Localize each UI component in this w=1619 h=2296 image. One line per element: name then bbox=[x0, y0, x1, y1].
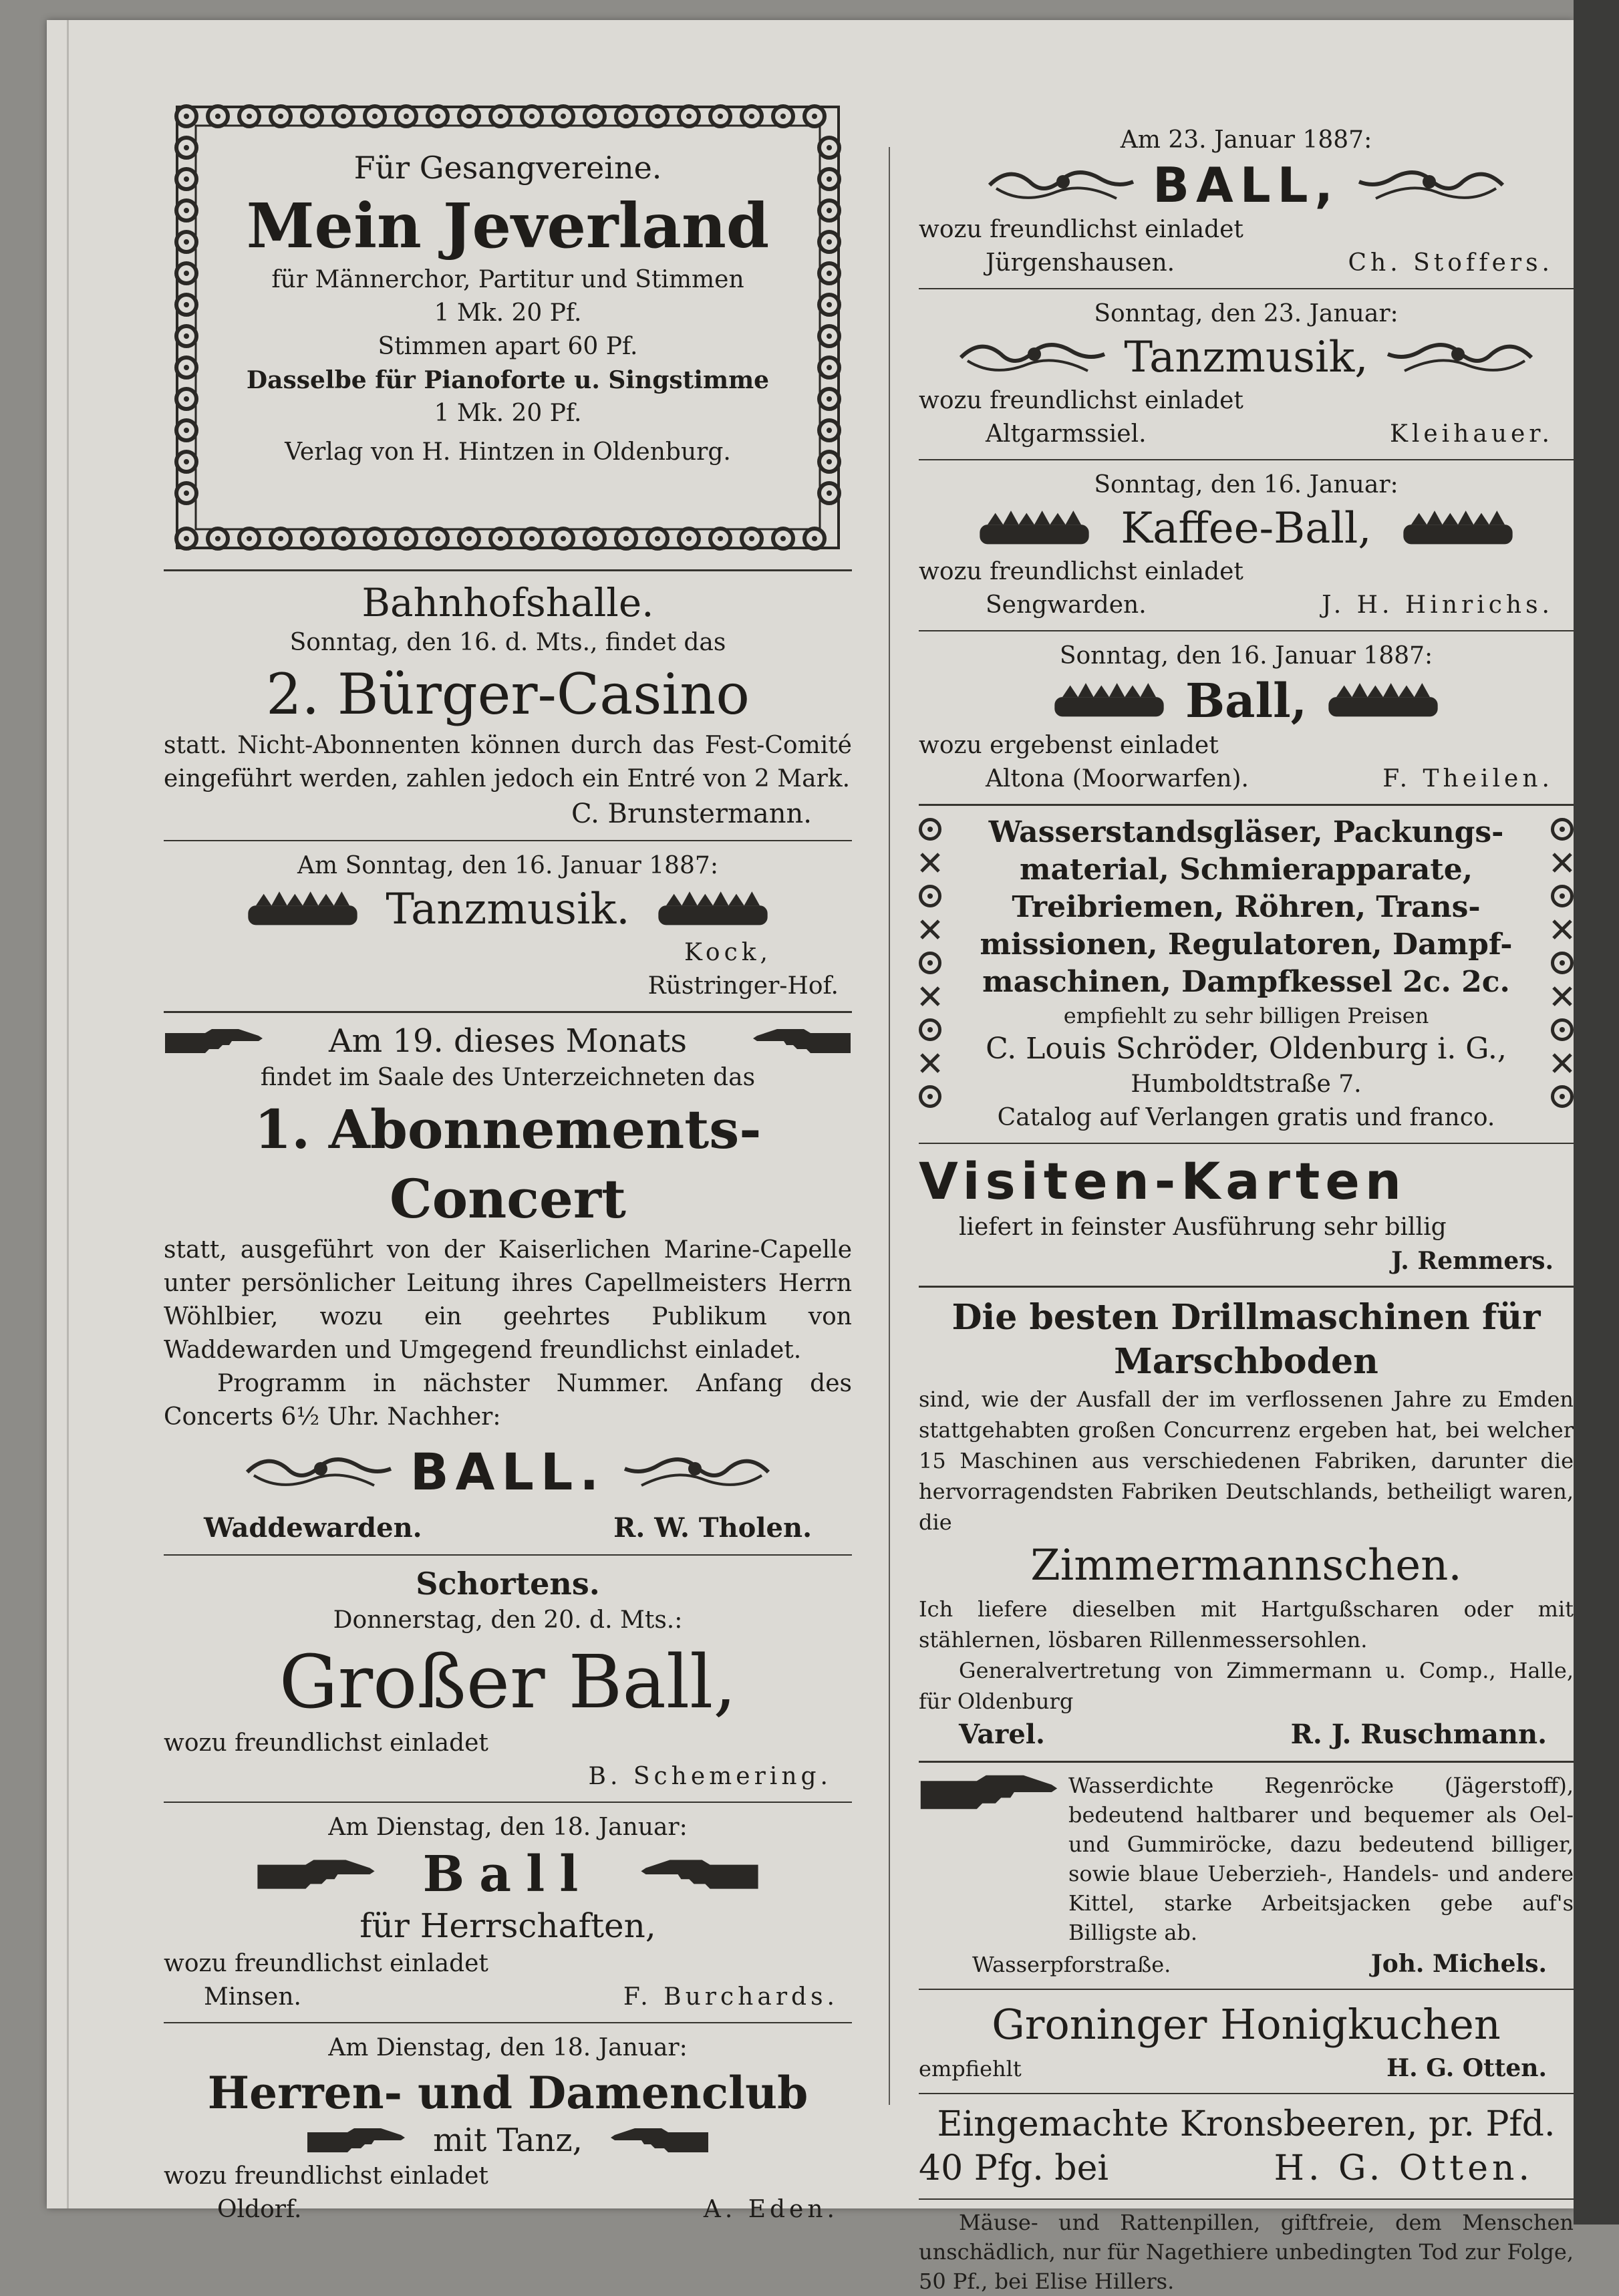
drill-text-2: Ich liefere dieselben mit Hartgußscharen oder mit stählernen, lösbaren Rillenmessersohlen. bbox=[919, 1596, 1574, 1653]
schroeder-line-9: Catalog auf Verlangen gratis und franco. bbox=[997, 1104, 1495, 1131]
herrschaften-sign: F. Burchards. bbox=[623, 1983, 839, 2011]
ring-dot bbox=[718, 536, 723, 541]
ball1-event: BALL, bbox=[1153, 157, 1340, 213]
ring-dot bbox=[592, 114, 597, 119]
tanz2-sign: Kleihauer. bbox=[1389, 420, 1554, 448]
ring-dot bbox=[341, 536, 346, 541]
damenclub-sub: mit Tanz, bbox=[433, 2122, 583, 2159]
scroll-ornament-icon bbox=[241, 1449, 394, 1495]
kaffee-sign: J. H. Hinrichs. bbox=[1322, 591, 1554, 619]
ring-dot bbox=[749, 536, 754, 541]
ring-dot bbox=[827, 145, 832, 150]
ad-abonnements-concert bbox=[164, 1021, 852, 1546]
divider bbox=[164, 569, 852, 571]
ad-tanzmusik-kock bbox=[164, 849, 852, 1003]
divider bbox=[919, 2093, 1574, 2094]
ring-dot bbox=[184, 271, 189, 276]
drill-name: Zimmermannschen. bbox=[1030, 1541, 1462, 1590]
ring-ornament-icon bbox=[1551, 1085, 1574, 1108]
casino-date: Sonntag, den 16. d. Mts., findet das bbox=[289, 629, 726, 656]
ring-dot bbox=[184, 145, 189, 150]
scroll-ornament-icon bbox=[1356, 162, 1509, 208]
herrschaften-date: Am Dienstag, den 18. Januar: bbox=[328, 1814, 688, 1841]
divider bbox=[919, 1286, 1574, 1288]
krons-sign: H. G. Otten. bbox=[1274, 2148, 1533, 2188]
tanz1-name: Kock, bbox=[684, 939, 772, 966]
ad-ball-altona bbox=[919, 639, 1574, 796]
kaffee-invite: wozu freundlichst einladet bbox=[919, 558, 1243, 585]
ad-tanzmusik-altgarmssiel bbox=[919, 297, 1574, 451]
schroeder-line-3: Treibriemen, Röhren, Trans- bbox=[1012, 890, 1481, 924]
drill-text: sind, wie der Ausfall der im verflossenen Jahre zu Emden stattgehabten großen Concurrenz ergeben hat, bei welcher 15 Maschinen aus verschiedenen Fabriken, darunter die hervorragendsten Fabriken Deutschlands, betheiligt waren, die bbox=[919, 1387, 1574, 1535]
jeverland-line-3: Stimmen apart 60 Pf. bbox=[378, 333, 638, 360]
ring-dot bbox=[749, 114, 754, 119]
schortens-event: Großer Ball, bbox=[279, 1639, 737, 1725]
jeverland-line-2: 1 Mk. 20 Pf. bbox=[434, 299, 582, 327]
ring-dot bbox=[466, 114, 472, 119]
damenclub-date: Am Dienstag, den 18. Januar: bbox=[328, 2034, 688, 2061]
right-column bbox=[919, 124, 1574, 2296]
cake-ornament-icon bbox=[1388, 505, 1528, 552]
drill-place: Varel. bbox=[959, 1719, 1045, 1750]
casino-text: statt. Nicht-Abonnenten können durch das Fest-Comité eingeführt werden, zahlen jedoch ein Entré von 2 Mark. bbox=[164, 732, 852, 793]
ring-dot bbox=[435, 114, 440, 119]
casino-sign: C. Brunstermann. bbox=[571, 799, 812, 829]
honig-line-1: empfiehlt bbox=[919, 2056, 1022, 2082]
kaffee-place: Sengwarden. bbox=[986, 591, 1147, 619]
ring-dot bbox=[827, 459, 832, 464]
jeverland-line-5: 1 Mk. 20 Pf. bbox=[434, 400, 582, 427]
ad-kronsbeeren bbox=[919, 2102, 1574, 2190]
concert-sub: findet im Saale des Unterzeichneten das bbox=[260, 1064, 756, 1091]
pointing-hand-right-icon bbox=[256, 1858, 376, 1891]
ad-visiten-karten bbox=[919, 1152, 1574, 1278]
ring-dot bbox=[215, 114, 220, 119]
honig-sign: H. G. Otten. bbox=[1386, 2054, 1547, 2082]
pointing-hand-left-icon bbox=[752, 1028, 852, 1054]
ad-mein-jeverland bbox=[164, 94, 852, 561]
divider bbox=[164, 1554, 852, 1556]
binding-margin-line bbox=[67, 20, 69, 2208]
crown-ornament-icon bbox=[236, 886, 370, 933]
ball2-invite: wozu ergebenst einladet bbox=[919, 732, 1219, 759]
ring-dot bbox=[184, 396, 189, 402]
ring-dot bbox=[827, 396, 832, 402]
divider bbox=[919, 804, 1574, 806]
ad-drillmaschinen bbox=[919, 1296, 1574, 1753]
concert-sign: R. W. Tholen. bbox=[613, 1512, 812, 1544]
ring-dot bbox=[184, 428, 189, 433]
ring-dot bbox=[498, 536, 503, 541]
jeverland-publisher: Verlag von H. Hintzen in Oldenburg. bbox=[285, 438, 731, 466]
ring-ornament-icon bbox=[1551, 952, 1574, 974]
ad-ball-juergenshausen bbox=[919, 124, 1574, 280]
schroeder-line-7: C. Louis Schröder, Oldenburg i. G., bbox=[986, 1032, 1507, 1066]
schortens-date: Donnerstag, den 20. d. Mts.: bbox=[333, 1606, 683, 1634]
herrschaften-sub: für Herrschaften, bbox=[359, 1906, 656, 1945]
damenclub-sign: A. Eden. bbox=[703, 2196, 839, 2223]
tanz2-invite: wozu freundlichst einladet bbox=[919, 387, 1243, 414]
karten-line-1: liefert in feinster Ausführung sehr billig bbox=[959, 1213, 1447, 1241]
damenclub-event: Herren- und Damenclub bbox=[207, 2067, 808, 2119]
pointing-hand-left-icon bbox=[639, 1858, 760, 1891]
divider bbox=[919, 1143, 1574, 1144]
ring-ornament-icon bbox=[919, 885, 941, 907]
left-column bbox=[164, 94, 852, 2227]
pointing-hand-right-icon bbox=[164, 1028, 264, 1054]
ring-dot bbox=[372, 114, 378, 119]
divider bbox=[919, 288, 1574, 289]
ring-dot bbox=[215, 536, 220, 541]
ring-dot bbox=[184, 176, 189, 182]
cross-ornament-icon bbox=[1551, 1052, 1574, 1074]
ring-dot bbox=[827, 239, 832, 245]
ring-ornament-icon bbox=[919, 1018, 941, 1041]
ring-dot bbox=[372, 536, 378, 541]
ring-dot bbox=[623, 114, 629, 119]
ring-border-left bbox=[919, 814, 941, 1135]
kaffee-date: Sonntag, den 16. Januar: bbox=[1094, 471, 1399, 498]
ring-dot bbox=[184, 490, 189, 496]
ring-dot bbox=[655, 114, 660, 119]
ring-dot bbox=[184, 459, 189, 464]
schroeder-line-8: Humboldtstraße 7. bbox=[1131, 1070, 1362, 1098]
tanz1-date: Am Sonntag, den 16. Januar 1887: bbox=[297, 852, 718, 879]
ring-dot bbox=[561, 114, 566, 119]
schortens-sign: B. Schemering. bbox=[588, 1763, 832, 1790]
kaffee-event: Kaffee-Ball, bbox=[1121, 504, 1372, 553]
cross-ornament-icon bbox=[919, 1052, 941, 1074]
pointing-hand-left-icon bbox=[609, 2127, 710, 2154]
ring-dot bbox=[184, 208, 189, 213]
scroll-ornament-icon bbox=[1384, 334, 1538, 381]
scroll-ornament-icon bbox=[621, 1449, 775, 1495]
ring-dot bbox=[184, 536, 189, 541]
ring-dot bbox=[780, 536, 786, 541]
divider bbox=[164, 1011, 852, 1013]
jeverland-line-4: Dasselbe für Pianoforte u. Singstimme bbox=[246, 366, 770, 394]
ring-ornament-icon bbox=[919, 952, 941, 974]
ring-dot bbox=[827, 176, 832, 182]
ring-dot bbox=[686, 536, 692, 541]
ring-dot bbox=[655, 536, 660, 541]
karten-sign: J. Remmers. bbox=[1391, 1247, 1554, 1275]
jeverland-kicker: Für Gesangvereine. bbox=[353, 150, 662, 186]
ring-dot bbox=[466, 536, 472, 541]
ball1-sign: Ch. Stoffers. bbox=[1348, 249, 1554, 277]
ring-ornament-icon bbox=[919, 818, 941, 841]
ring-dot bbox=[309, 536, 315, 541]
concert-ball: BALL. bbox=[410, 1442, 606, 1501]
ring-dot bbox=[184, 333, 189, 339]
divider bbox=[919, 630, 1574, 631]
cross-ornament-icon bbox=[919, 851, 941, 874]
cross-ornament-icon bbox=[1551, 918, 1574, 941]
ring-dot bbox=[812, 114, 817, 119]
concert-text: statt, ausgeführt von der Kaiserlichen Marine-Capelle unter persönlicher Leitung ihres Capellmeisters Herrn Wöhlbier, wozu ein geehrtes Publikum von Waddewarden und Umgegend freundlichst einladet. bbox=[164, 1236, 852, 1364]
tanz1-place: Rüstringer-Hof. bbox=[647, 972, 839, 1000]
ring-dot bbox=[184, 365, 189, 370]
cake-ornament-icon bbox=[964, 505, 1105, 552]
ball2-date: Sonntag, den 16. Januar 1887: bbox=[1059, 642, 1433, 670]
schroeder-line-5: maschinen, Dampfkessel 2c. 2c. bbox=[982, 965, 1510, 999]
ad-rattenpillen bbox=[919, 2208, 1574, 2296]
tanz1-event: Tanzmusik. bbox=[386, 885, 630, 934]
ring-dot bbox=[184, 114, 189, 119]
ad-schortens-grosser-ball bbox=[164, 1564, 852, 1793]
herrschaften-invite: wozu freundlichst einladet bbox=[164, 1950, 488, 1977]
drill-text-3: Generalvertretung von Zimmermann u. Comp., Halle, für Oldenburg bbox=[919, 1658, 1574, 1714]
ad-ball-herrschaften bbox=[164, 1811, 852, 2014]
ring-dot bbox=[623, 536, 629, 541]
ring-dot bbox=[780, 114, 786, 119]
ring-dot bbox=[827, 208, 832, 213]
ring-ornament-icon bbox=[1551, 885, 1574, 907]
schortens-invite: wozu freundlichst einladet bbox=[164, 1729, 488, 1757]
drill-title: Die besten Drillmaschinen für Marschboden bbox=[951, 1297, 1541, 1382]
casino-event: 2. Bürger-Casino bbox=[266, 662, 750, 727]
crown-ornament-icon bbox=[646, 886, 780, 933]
ring-dot bbox=[529, 536, 535, 541]
divider bbox=[164, 840, 852, 841]
ball1-place: Jürgenshausen. bbox=[986, 249, 1175, 277]
ring-dot bbox=[404, 114, 409, 119]
ring-dot bbox=[435, 536, 440, 541]
ring-dot bbox=[827, 365, 832, 370]
leaf-ornament-icon bbox=[1323, 678, 1443, 724]
ring-dot bbox=[827, 333, 832, 339]
ring-dot bbox=[404, 536, 409, 541]
ring-dot bbox=[309, 114, 315, 119]
honig-title: Groninger Honigkuchen bbox=[992, 2000, 1501, 2049]
damenclub-invite: wozu freundlichst einladet bbox=[164, 2162, 488, 2190]
divider bbox=[164, 1802, 852, 1803]
column-divider bbox=[889, 147, 890, 2105]
ball2-place: Altona (Moorwarfen). bbox=[986, 765, 1249, 793]
ring-dot bbox=[184, 239, 189, 245]
cross-ornament-icon bbox=[1551, 985, 1574, 1008]
schortens-title: Schortens. bbox=[416, 1566, 600, 1602]
karten-title: Visiten-Karten bbox=[919, 1151, 1407, 1211]
ad-herren-damenclub bbox=[164, 2031, 852, 2227]
ring-ornament-icon bbox=[919, 1085, 941, 1108]
concert-place: Waddewarden. bbox=[204, 1512, 422, 1544]
ring-dot bbox=[498, 114, 503, 119]
herrschaften-event: Ball bbox=[422, 1846, 593, 1903]
ring-dot bbox=[812, 536, 817, 541]
ball1-date: Am 23. Januar 1887: bbox=[1120, 126, 1372, 154]
ring-dot bbox=[592, 536, 597, 541]
krons-line-2: 40 Pfg. bei bbox=[919, 2148, 1109, 2188]
ring-dot bbox=[278, 114, 283, 119]
jeverland-line-1: für Männerchor, Partitur und Stimmen bbox=[271, 266, 744, 293]
leaf-ornament-icon bbox=[1049, 678, 1169, 724]
ring-border-right bbox=[1551, 814, 1574, 1135]
ad-buerger-casino bbox=[164, 579, 852, 832]
ring-dot bbox=[341, 114, 346, 119]
tanz2-event: Tanzmusik, bbox=[1124, 333, 1368, 382]
ring-dot bbox=[247, 114, 252, 119]
casino-title: Bahnhofshalle. bbox=[361, 580, 654, 625]
concert-date: Am 19. dieses Monats bbox=[329, 1022, 687, 1060]
divider bbox=[919, 459, 1574, 460]
ball2-sign: F. Theilen. bbox=[1382, 765, 1554, 793]
ring-dot bbox=[184, 302, 189, 307]
ring-dot bbox=[827, 428, 832, 433]
ball2-event: Ball, bbox=[1185, 673, 1308, 728]
scroll-ornament-icon bbox=[954, 334, 1108, 381]
ring-dot bbox=[247, 536, 252, 541]
drill-sign: R. J. Ruschmann. bbox=[1290, 1719, 1547, 1750]
ad-groninger-honigkuchen bbox=[919, 1998, 1574, 2085]
ad-kaffee-ball bbox=[919, 468, 1574, 622]
schroeder-line-6: empfiehlt zu sehr billigen Preisen bbox=[1063, 1003, 1429, 1028]
ring-dot bbox=[718, 114, 723, 119]
schroeder-line-2: material, Schmierapparate, bbox=[1019, 853, 1473, 887]
scan-edge-strip bbox=[1574, 0, 1619, 2225]
damenclub-place: Oldorf. bbox=[217, 2196, 302, 2223]
ring-ornament-icon bbox=[1551, 1018, 1574, 1041]
ring-dot bbox=[827, 302, 832, 307]
ring-dot bbox=[561, 536, 566, 541]
pointing-hand-right-icon bbox=[306, 2127, 406, 2154]
ring-ornament-icon bbox=[1551, 818, 1574, 841]
pointing-hand-right-icon bbox=[919, 1771, 1059, 1814]
cross-ornament-icon bbox=[1551, 851, 1574, 874]
jeverland-title: Mein Jeverland bbox=[246, 190, 770, 262]
divider bbox=[919, 1989, 1574, 1990]
ad-regenroecke bbox=[919, 1771, 1574, 1981]
krons-line-1: Eingemachte Kronsbeeren, pr. Pfd. bbox=[937, 2104, 1556, 2144]
schroeder-line-4: missionen, Regulatoren, Dampf- bbox=[980, 927, 1513, 962]
concert-text-2: Programm in nächster Nummer. Anfang des Concerts 6½ Uhr. Nachher: bbox=[164, 1370, 852, 1431]
cross-ornament-icon bbox=[919, 985, 941, 1008]
tanz2-date: Sonntag, den 23. Januar: bbox=[1094, 300, 1399, 327]
pillen-text: Mäuse- und Rattenpillen, giftfreie, dem Menschen unschädlich, nur für Nagethiere unbedingten Tod zur Folge, 50 Pf., bei Elise Hillers. bbox=[919, 2210, 1574, 2294]
divider bbox=[919, 2198, 1574, 2200]
regen-text: Wasserdichte Regenröcke (Jägerstoff), bedeutend haltbarer und bequemer als Oel- und Gummiröcke, dazu bedeutend billiger, sowie blaue Ueberzieh-, Handels- und andere Kittel, starke Arbeitsjacken gebe auf's Billigste ab. bbox=[1068, 1773, 1574, 1945]
scroll-ornament-icon bbox=[983, 162, 1137, 208]
schroeder-line-1: Wasserstandsgläser, Packungs- bbox=[988, 815, 1504, 849]
cross-ornament-icon bbox=[919, 918, 941, 941]
ring-dot bbox=[827, 271, 832, 276]
ball1-invite: wozu freundlichst einladet bbox=[919, 216, 1243, 243]
tanz2-place: Altgarmssiel. bbox=[986, 420, 1147, 448]
regen-sign: Joh. Michels. bbox=[1370, 1950, 1547, 1978]
divider bbox=[919, 1761, 1574, 1763]
divider bbox=[164, 2022, 852, 2023]
ring-dot bbox=[686, 114, 692, 119]
ad-louis-schroeder bbox=[919, 814, 1574, 1135]
ring-dot bbox=[278, 536, 283, 541]
herrschaften-place: Minsen. bbox=[204, 1983, 301, 2011]
concert-event: 1. Abonnements-Concert bbox=[254, 1098, 762, 1230]
ring-dot bbox=[827, 490, 832, 496]
ring-dot bbox=[529, 114, 535, 119]
regen-place: Wasserpforstraße. bbox=[972, 1952, 1171, 1977]
